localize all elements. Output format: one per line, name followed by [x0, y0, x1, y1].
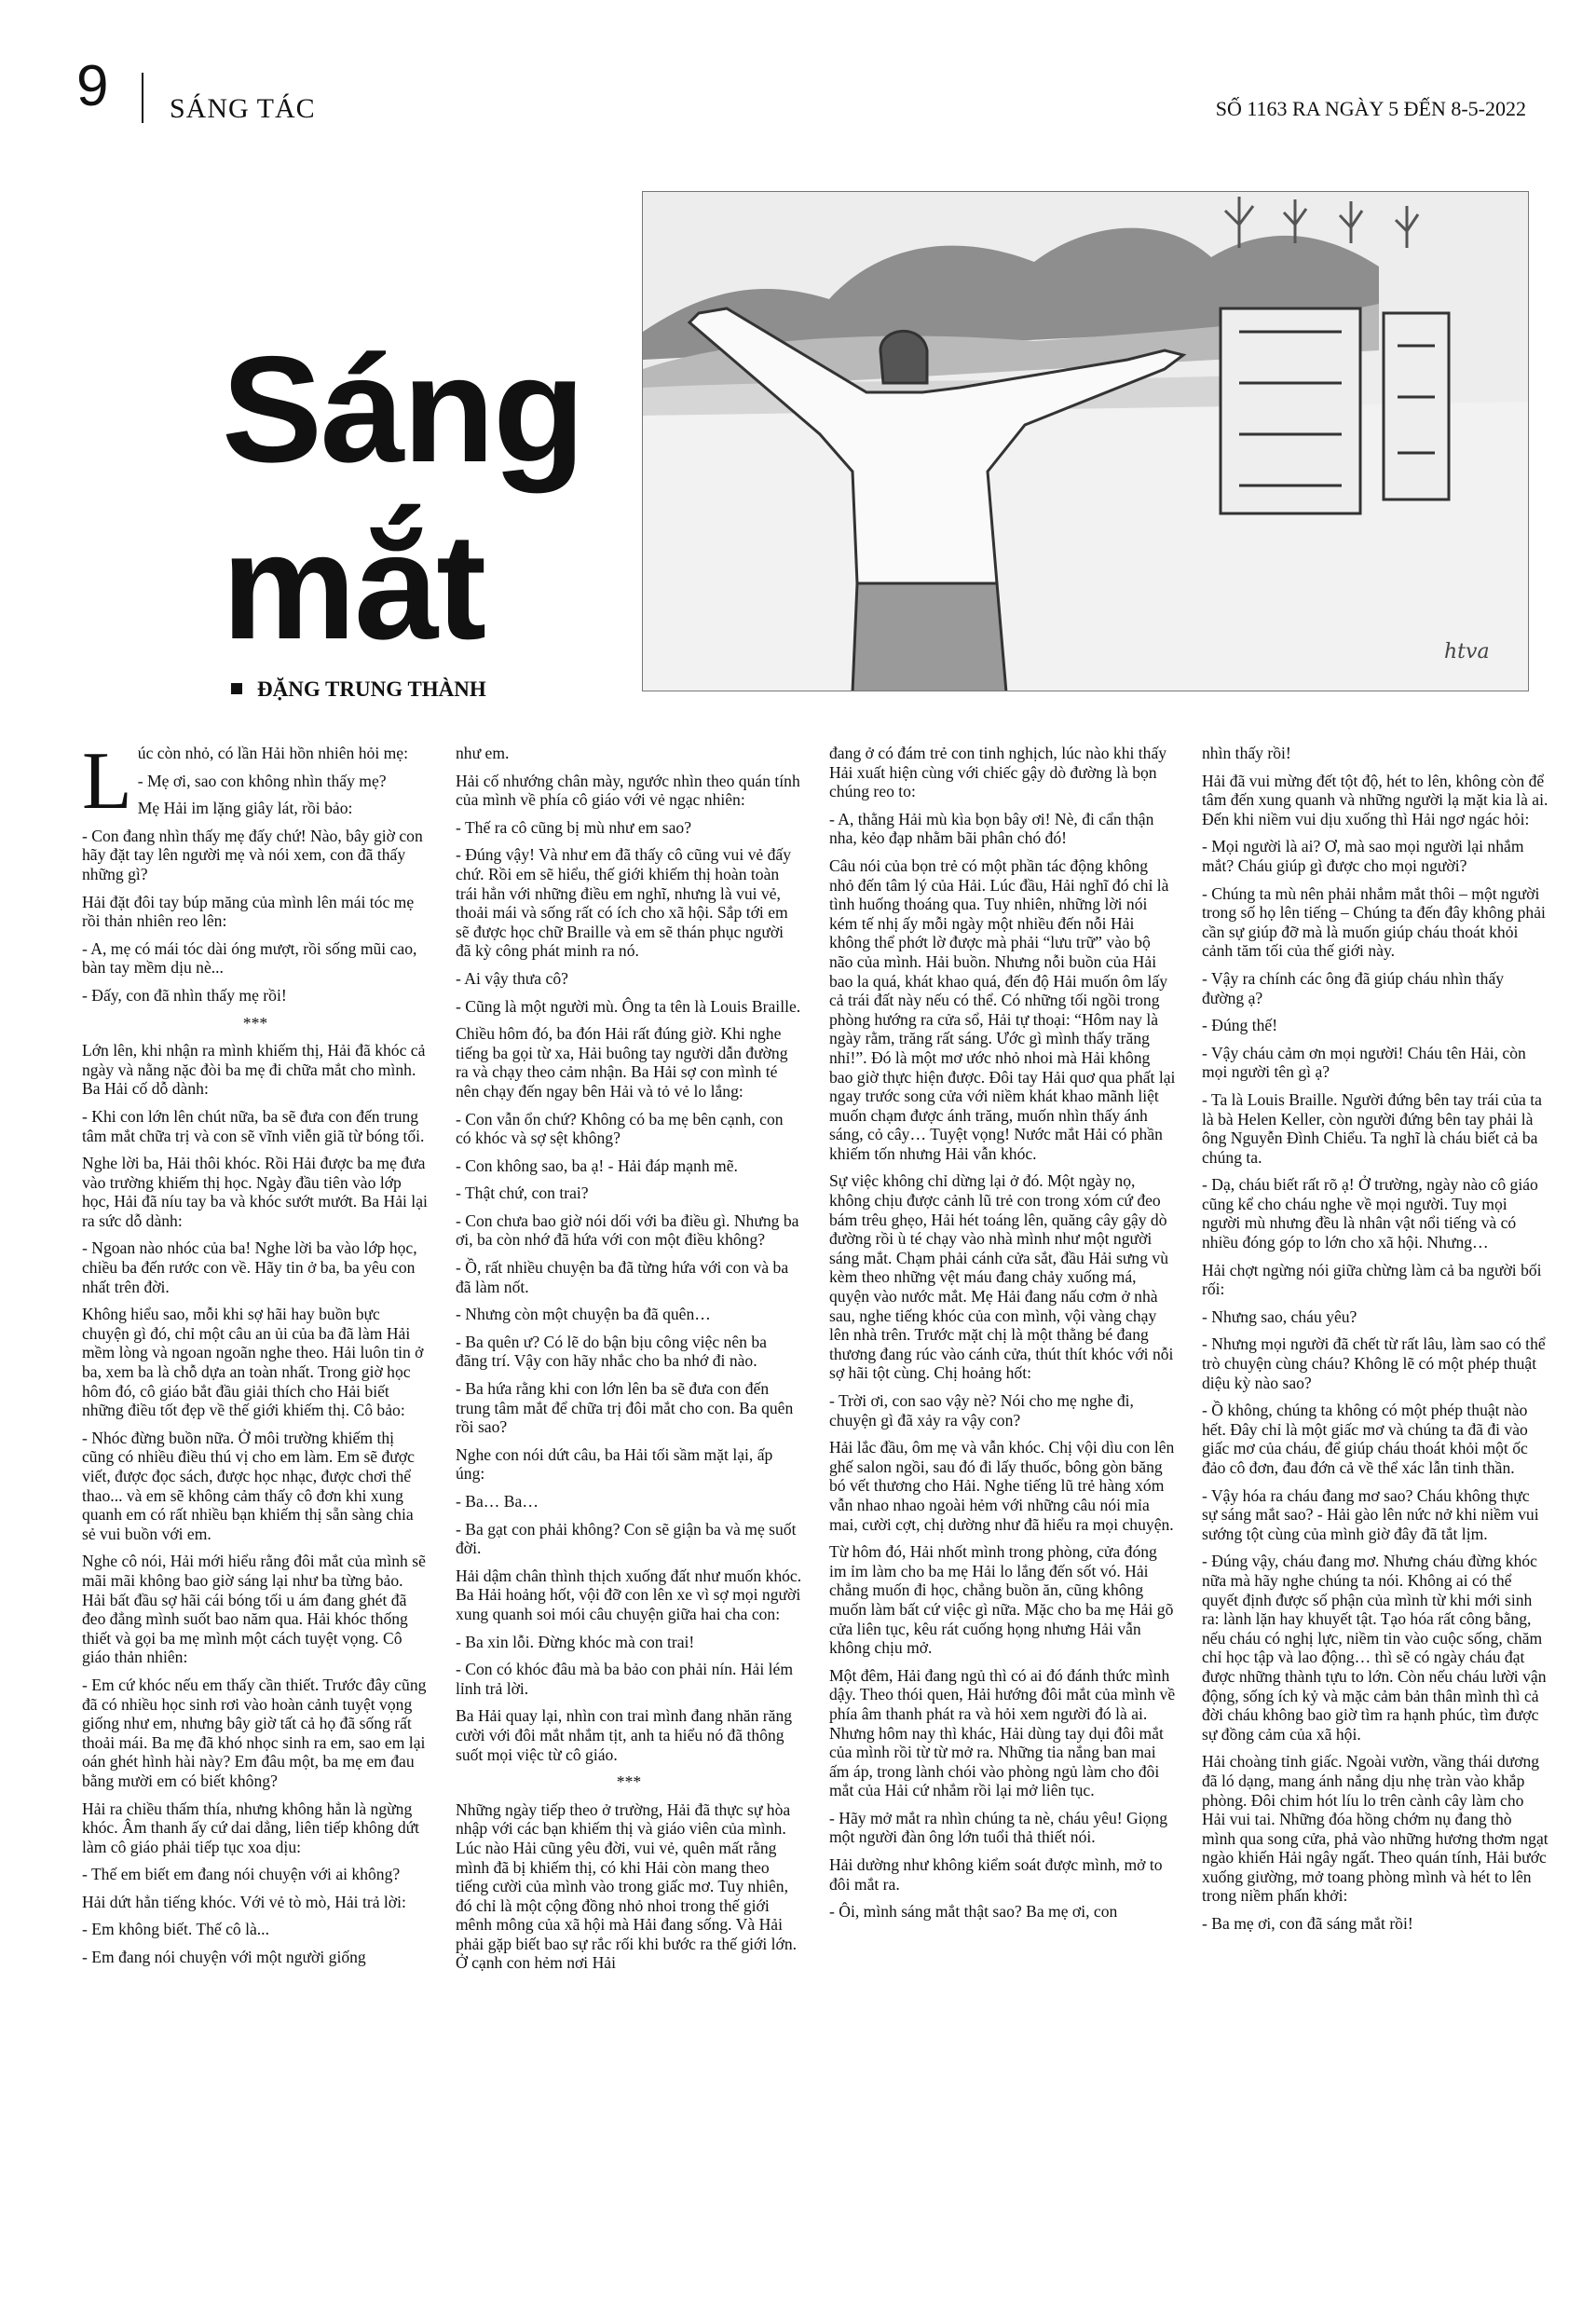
- title-line: mắt: [222, 502, 485, 671]
- column-4: [1202, 744, 1548, 2263]
- paragraph: - Khi con lớn lên chút nữa, ba sẽ đưa con đến trung tâm mắt chữa trị và con sẽ vĩnh viễn giã từ bóng tối.: [82, 1106, 425, 1145]
- section-break: ***: [616, 1772, 642, 1792]
- author-name: ĐẶNG TRUNG THÀNH: [257, 677, 486, 701]
- paragraph: như em.: [456, 744, 510, 762]
- paragraph: Sự việc không chỉ dừng lại ở đó. Một ngày nọ, không chịu được cảnh lũ trẻ con trong xóm cứ đeo bám trêu ghẹo, Hải hét toáng lên, quăng cây gậy dò đường rồi ù té chạy vào nhà mình như một người sáng mắt. Chạm phải cánh cửa sắt, đầu Hải sưng vù kèm theo những vệt máu đang chảy xuống má, quyện vào nước mắt. Mẹ Hải đang nấu cơm ở nhà sau, nghe tiếng khóc của con mình, vội vàng chạy lên nhà trên. Trước mặt chị là một thằng bé đang thương đang rúc vào cánh cửa, thút thít khóc với nỗi sợ hãi tột cùng. Chị hoảng hốt:: [829, 1171, 1174, 1383]
- paragraph: - Mọi người là ai? Ơ, mà sao mọi người lại nhắm mắt? Cháu giúp gì được cho mọi người?: [1202, 837, 1524, 875]
- paragraph: - Con có khóc đâu mà ba bảo con phải nín. Hải lém lỉnh trả lời.: [456, 1660, 794, 1698]
- paragraph: - Đúng vậy, cháu đang mơ. Nhưng cháu đừng khóc nữa mà hãy nghe chúng ta nói. Không ai có thể quyết định được số phận của mình từ khi mới sinh ra: lành lặn hay khuyết tật. Tạo hóa rất công bằng, nếu cháu có nghị lực, niềm tin vào cuộc sống, chăm chỉ học tập và lao động… thì sẽ có ngày cháu đạt được những thành tựu to lớn. Còn nếu cháu lười vận động, sống ích kỷ và mặc cảm bản thân mình thì cả đời cháu không bao giờ tìm ra hạnh phúc, tìm được sự đồng cảm của xã hội.: [1202, 1552, 1547, 1744]
- paragraph: - Ai vậy thưa cô?: [456, 968, 568, 988]
- paragraph: Câu nói của bọn trẻ có một phần tác động không nhỏ đến tâm lý của Hải. Lúc đầu, Hải nghĩ đó chỉ là tình huống thoáng qua. Tuy nhiên, những lời nói kém tế nhị ấy mỗi ngày một nhiều đến nỗi Hải không thể phớt lờ được mà phải “lưu trữ” vào bộ não của mình. Hải buồn. Nhưng nỗi buồn của Hải bao la quá, khát khao quá, đến độ Hải muốn ôm lấy cả trái đất này nếu có thể. Có những tối ngồi trong phòng hướng ra cửa sổ, Hải tự thoại: “Hôm nay là ngày rằm, trăng rất sáng. Ước gì mình thấy trăng nhỉ!”. Đó là một mơ ước nhỏ nhoi mà Hải không bao giờ thực hiện được. Đôi tay Hải quơ qua phất lại ngay trước song cửa với niềm khát khao mãnh liệt muốn chạm được ánh trăng, muốn nhìn thấy ánh sáng, cỏ cây… Tuyệt vọng! Nước mắt Hải có phần khiếm tốn nhưng Hải vẫn khóc.: [829, 855, 1176, 1163]
- paragraph: Nghe cô nói, Hải mới hiểu rằng đôi mắt của mình sẽ mãi mãi không bao giờ sáng lại như ba từng bảo. Hải bất đầu sợ hãi cái bóng tối u ám đang ghét đã đeo đẳng mình suốt bao năm qua. Hải khóc thống thiết và gọi ba mẹ mình một cách tuyệt vọng. Cô giáo thản nhiên:: [82, 1552, 426, 1667]
- illustration: [642, 191, 1529, 691]
- paragraph: nhìn thấy rồi!: [1202, 744, 1291, 762]
- paragraph: - Con chưa bao giờ nói dối với ba điều gì. Nhưng ba ơi, ba còn nhớ đã hứa với con một điều không?: [456, 1211, 799, 1250]
- paragraph: - Ba quên ư? Có lẽ do bận bịu công việc nên ba đãng trí. Vậy con hãy nhắc cho ba nhớ đi nào.: [456, 1332, 767, 1371]
- paragraph: - Ba xin lỗi. Đừng khóc mà con trai!: [456, 1632, 695, 1651]
- paragraph: Hải đặt đôi tay búp măng của mình lên mái tóc mẹ rồi thản nhiên reo lên:: [82, 892, 415, 931]
- paragraph: úc còn nhỏ, có lần Hải hồn nhiên hỏi mẹ:: [137, 744, 408, 762]
- paragraph: - Em không biết. Thế cô là...: [82, 1920, 269, 1939]
- paragraph: - Hãy mở mắt ra nhìn chúng ta nè, cháu yêu! Giọng một người đàn ông lớn tuổi thả thiết nói.: [829, 1808, 1168, 1847]
- paragraph: - Thế ra cô cũng bị mù như em sao?: [456, 817, 692, 837]
- paragraph: Một đêm, Hải đang ngủ thì có ai đó đánh thức mình dậy. Theo thói quen, Hải hướng đôi mắt của mình về phía âm thanh phát ra và hỏi xem người đó là ai. Nhưng hôm nay thì khác, Hải dùng tay dụi đôi mắt của mình rồi từ từ mở ra. Những tia nắng ban mai ấm áp, trong lành chói vào phòng ngủ làm cho đôi mắt của Hải cứ nhắm rồi lại mở liên tục.: [829, 1665, 1176, 1800]
- paragraph: Từ hôm đó, Hải nhốt mình trong phòng, cửa đóng im ỉm làm cho ba mẹ Hải lo lắng đến sốt vó. Hải chẳng muốn đi học, chẳng buồn ăn, cũng không muốn làm bất cứ việc gì nữa. Mặc cho ba mẹ Hải gõ cửa liên tục, kêu rát cuống họng nhưng Hải vẫn không chịu mở.: [829, 1542, 1174, 1658]
- paragraph: Hải cố nhướng chân mày, ngước nhìn theo quán tính của mình về phía cô giáo với vẻ ngạc nhiên:: [456, 771, 800, 810]
- bullet-square-icon: [231, 683, 242, 694]
- dropcap: L: [82, 744, 132, 827]
- paragraph: Hải ra chiều thấm thía, nhưng không hẳn là ngừng khóc. Âm thanh ấy cứ dai dẳng, liên tiếp không dứt làm cô giáo phải tiếp tục xoa dịu:: [82, 1799, 420, 1856]
- paragraph: - Vậy ra chính các ông đã giúp cháu nhìn thấy đường ạ?: [1202, 968, 1505, 1007]
- paragraph: Hải dậm chân thình thịch xuống đất như muốn khóc. Ba Hải hoảng hốt, vội đỡ con lên xe vì sợ mọi người xung quanh soi mói câu chuyện giữa hai cha con:: [456, 1566, 802, 1623]
- paragraph: - Em đang nói chuyện với một người giống: [82, 1948, 366, 1967]
- title-line: Sáng: [222, 325, 584, 494]
- paragraph: - Ồ, rất nhiều chuyện ba đã từng hứa với con và ba đã làm nốt.: [456, 1258, 789, 1296]
- column-1: [82, 744, 429, 2263]
- article-title: [222, 321, 583, 676]
- paragraph: Hải dường như không kiểm soát được mình, mở to đôi mắt ra.: [829, 1855, 1163, 1894]
- paragraph: - Ôi, mình sáng mắt thật sao? Ba mẹ ơi, con: [829, 1902, 1118, 1922]
- paragraph: - A, mẹ có mái tóc dài óng mượt, rồi sống mũi cao, bàn tay mềm dịu nè...: [82, 938, 417, 978]
- header-divider: [142, 73, 143, 123]
- paragraph: - Ồ không, chúng ta không có một phép thuật nào hết. Đây chỉ là một giấc mơ và chúng ta đã đi vào giấc mơ của cháu, để giúp cháu thoát khỏi một ốc đảo cô đơn, đau đớn cả về thể xác lẫn tinh thần.: [1202, 1401, 1528, 1477]
- paragraph: - Dạ, cháu biết rất rõ ạ! Ở trường, ngày nào cô giáo cũng kể cho cháu nghe về mọi người. Tuy mọi người mù nhưng đều là nhân vật nổi tiếng và có nhiều đóng góp to lớn cho xã hội. Nhưng…: [1202, 1175, 1538, 1252]
- paragraph: - Ta là Louis Braille. Người đứng bên tay trái của ta là bà Helen Keller, còn người đứng bên tay phải là ông Nguyễn Đình Chiểu. Ta nghĩ là cháu biết cả ba chúng ta.: [1202, 1089, 1542, 1167]
- column-2: [456, 744, 802, 2263]
- paragraph: - Đúng thế!: [1202, 1016, 1278, 1035]
- paragraph: Mẹ Hải im lặng giây lát, rồi bảo:: [137, 799, 353, 818]
- author-byline: [231, 677, 486, 702]
- paragraph: - Ba mẹ ơi, con đã sáng mắt rồi!: [1202, 1914, 1413, 1934]
- paragraph: Chiều hôm đó, ba đón Hải rất đúng giờ. Khi nghe tiếng ba gọi từ xa, Hải buông tay người dẫn đường ra và chạy theo cảm nhận. Ba Hải sợ con mình té nên chạy đến ngay bên Hải và tỏ vẻ lo lắng:: [456, 1024, 788, 1101]
- paragraph: - Nhóc đừng buồn nữa. Ở môi trường khiếm thị cũng có nhiều điều thú vị cho em làm. Em sẽ được viết, được đọc sách, được học nhạc, được chơi thể thao... và em sẽ không cảm thấy cô đơn khi xung quanh em có rất nhiều bạn khiếm thị sẵn sàng chia sẻ vui buồn với em.: [82, 1428, 415, 1543]
- paragraph: - Chúng ta mù nên phải nhắm mắt thôi – một người trong số họ lên tiếng – Chúng ta đến đây không phải cần sự giúp đỡ mà là muốn giúp cháu thoát khỏi cảnh tăm tối của thế giới này.: [1202, 883, 1546, 961]
- paragraph: Hải lắc đầu, ôm mẹ và vẫn khóc. Chị vội dìu con lên ghế salon ngồi, sau đó đi lấy thuốc, bông gòn băng bó vết thương cho Hải. Nghe tiếng lũ trẻ hàng xóm vẫn nhao nhao ngoài hẻm với những câu nói mỉa mai, cười cợt, chị dường như đã hiểu ra mọi chuyện.: [829, 1438, 1175, 1534]
- column-3: [829, 744, 1176, 2263]
- paragraph: - Vậy hóa ra cháu đang mơ sao? Cháu không thực sự sáng mắt sao? - Hải gào lên nức nở khi niềm vui sướng tột cùng của mình giờ đây đã tắt lịm.: [1202, 1485, 1539, 1543]
- paragraph: đang ở có đám trẻ con tinh nghịch, lúc nào khi thấy Hải xuất hiện cùng với chiếc gậy dò đường là bọn chúng reo to:: [829, 744, 1167, 801]
- paragraph: - Thế em biết em đang nói chuyện với ai không?: [82, 1865, 401, 1884]
- paragraph: Không hiểu sao, mỗi khi sợ hãi hay buồn bực chuyện gì đó, chỉ một câu an ủi của ba đã làm Hải mềm lòng và ngoan ngoãn nghe theo. Hải luôn tin ở ba, xem ba là chỗ dựa an toàn nhất. Trong giờ học hôm đó, cô giáo bắt đầu giải thích cho Hải biết những điều tốt đẹp về thế giới khiếm thị. Cô bảo:: [82, 1305, 424, 1420]
- paragraph: Những ngày tiếp theo ở trường, Hải đã thực sự hòa nhập với các bạn khiếm thị và giáo viên của mình. Lúc nào Hải cũng yêu đời, vui vẻ, quên mất rằng mình đã bị khiếm thị, có khi Hải còn mang theo tiếng cười của mình vào trong giấc mơ. Tuy nhiên, đó chỉ là một cộng đồng nhỏ nhoi trong thế giới mênh mông của xã hội mà Hải đang sống. Và Hải phải gặp biết bao sự rắc rối khi bước ra thế giới lớn. Ở cạnh con hẻm nơi Hải: [456, 1799, 798, 1973]
- paragraph: Hải đã vui mừng đết tột độ, hét to lên, không còn để tâm đến xung quanh và những người lạ mặt kia là ai. Đến khi niềm vui dịu xuống thì Hải ngơ ngác hỏi:: [1202, 771, 1548, 828]
- paragraph: Hải choàng tỉnh giấc. Ngoài vườn, vầng thái dương đã ló dạng, mang ánh nắng dịu nhẹ tràn vào khắp phòng. Đôi chim hót líu lo trên cành cây làm cho Hải vui tai. Những đóa hồng chớm nụ đang thò mình qua song cửa, phả vào những hương thơm ngạt ngào khiến Hải ngây ngất. Theo quán tính, Hải bước xuống giường, mở toang phòng mình và hét to lên trong niềm phấn khởi:: [1202, 1752, 1548, 1906]
- paragraph: - Đấy, con đã nhìn thấy mẹ rồi!: [82, 985, 287, 1005]
- artist-signature: htva: [1444, 640, 1490, 664]
- paragraph: - Thật chứ, con trai?: [456, 1183, 589, 1203]
- paragraph: - Ba hứa rằng khi con lớn lên ba sẽ đưa con đến trung tâm mắt để chữa trị đôi mắt cho con. Ba quên rồi sao?: [456, 1379, 794, 1437]
- paragraph: - Nhưng còn một chuyện ba đã quên…: [456, 1305, 711, 1324]
- paragraph: Hải dứt hẳn tiếng khóc. Với vẻ tò mò, Hải trả lời:: [82, 1892, 406, 1911]
- paragraph: - Cũng là một người mù. Ông ta tên là Louis Braille.: [456, 996, 801, 1016]
- section-label: SÁNG TÁC: [170, 93, 316, 124]
- issue-info: SỐ 1163 RA NGÀY 5 ĐẾN 8-5-2022: [1215, 97, 1526, 120]
- paragraph: - A, thằng Hải mù kìa bọn bây ơi! Nè, đi cẩn thận nha, kẻo đạp nhằm bãi phân chó đó!: [829, 809, 1154, 848]
- paragraph: - Con vẫn ổn chứ? Không có ba mẹ bên cạnh, con có khóc và sợ sệt không?: [456, 1109, 784, 1148]
- paragraph: - Nhưng sao, cháu yêu?: [1202, 1306, 1357, 1326]
- paragraph: - Vậy cháu cảm ơn mọi người! Cháu tên Hải, còn mọi người tên gì ạ?: [1202, 1043, 1526, 1082]
- paragraph: - Ba gạt con phải không? Con sẽ giận ba và mẹ suốt đời.: [456, 1519, 797, 1558]
- paragraph: - Đúng vậy! Và như em đã thấy cô cũng vui vẻ đấy chứ. Rồi em sẽ hiểu, thế giới khiếm thị hoàn toàn trái hẳn với những điều em nghĩ, nhưng là vui vẻ, thoải mái và sống rất có ích cho xã hội. Sắp tới em sẽ được học chữ Braille và em sẽ thán phục người đã kỳ công phát minh ra nó.: [456, 845, 792, 961]
- paragraph: - Con đang nhìn thấy mẹ đấy chứ! Nào, bây giờ con hãy đặt tay lên người mẹ và nói xem, con đã thấy những gì?: [82, 826, 423, 883]
- paragraph: - Con không sao, ba ạ! - Hải đáp mạnh mẽ.: [456, 1156, 738, 1175]
- paragraph: - Nhưng mọi người đã chết từ rất lâu, làm sao có thể trò chuyện cùng cháu? Không lẽ có một phép thuật diệu kỳ nào sao?: [1202, 1334, 1546, 1392]
- paragraph: - Em cứ khóc nếu em thấy cần thiết. Trước đây cũng đã có nhiều học sinh rơi vào hoàn cảnh tuyệt vọng giống như em, nhưng bây giờ tất cả họ đã sống rất thoải mái. Ba mẹ đã khó nhọc sinh ra em, sao em lại oán ghét hình hài này? Em đâu một, ba mẹ em đau bằng mười em có biết không?: [82, 1675, 427, 1790]
- page-number: 9: [76, 54, 109, 118]
- paragraph: Lớn lên, khi nhận ra mình khiếm thị, Hải đã khóc cả ngày và nằng nặc đòi ba mẹ đi chữa mắt cho mình. Ba Hải cố dỗ dành:: [82, 1041, 426, 1099]
- paragraph: Ba Hải quay lại, nhìn con trai mình đang nhăn răng cười với đôi mắt nhắm tịt, anh ta hiểu nó đã thông suốt mọi việc từ cô giáo.: [456, 1706, 793, 1764]
- paragraph: Nghe lời ba, Hải thôi khóc. Rồi Hải được ba mẹ đưa vào trường khiếm thị học. Ngày đầu tiên vào lớp học, Hải đã níu tay ba và khóc sướt mướt. Ba Hải lại ra sức dỗ dành:: [82, 1154, 428, 1230]
- paragraph: Nghe con nói dứt câu, ba Hải tối sầm mặt lại, ấp úng:: [456, 1444, 773, 1484]
- paragraph: Hải chợt ngừng nói giữa chừng làm cả ba người bối rối:: [1202, 1260, 1542, 1299]
- paragraph: - Ngoan nào nhóc của ba! Nghe lời ba vào lớp học, chiều ba đến rước con về. Hãy tin ở ba, ba yêu con nhất trên đời.: [82, 1238, 417, 1296]
- paragraph: - Trời ơi, con sao vậy nè? Nói cho mẹ nghe đi, chuyện gì đã xảy ra vậy con?: [829, 1391, 1134, 1430]
- paragraph: - Ba… Ba…: [456, 1492, 539, 1511]
- paragraph: - Mẹ ơi, sao con không nhìn thấy mẹ?: [137, 771, 387, 790]
- section-break: ***: [242, 1013, 268, 1033]
